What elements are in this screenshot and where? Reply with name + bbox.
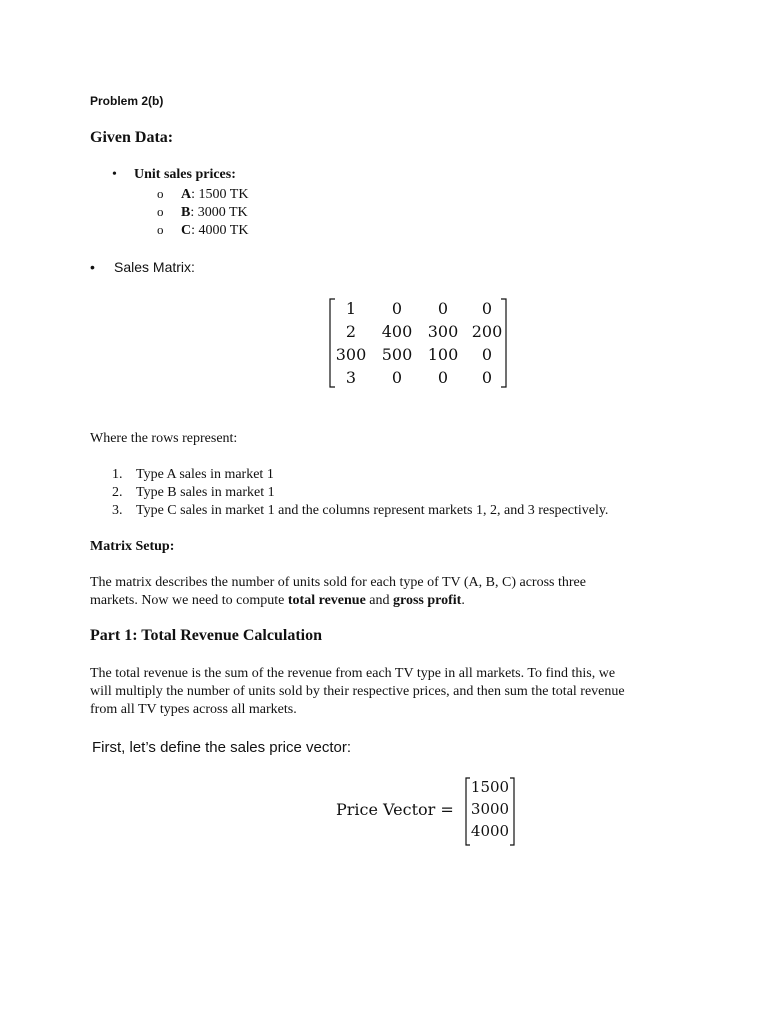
matrix-cell: 3	[345, 368, 357, 387]
matrix-cell: 0	[437, 299, 449, 318]
matrix-cell: 0	[481, 345, 493, 364]
matrix-setup-line: The matrix describes the number of units sold for each type of TV (A, B, C) across three	[90, 575, 586, 590]
price-key: C	[181, 223, 192, 238]
part1-heading: Part 1: Total Revenue Calculation	[90, 627, 322, 644]
matrix-cell: 300	[335, 345, 367, 364]
unit-prices-bullet	[112, 167, 236, 183]
text-span: and	[365, 593, 393, 608]
part1-line: from all TV types across all markets.	[90, 702, 297, 717]
matrix-setup-line	[90, 592, 680, 610]
part1-line: will multiply the number of units sold by their respective prices, and then sum the total revenue	[90, 684, 625, 699]
text-span: .	[461, 593, 465, 608]
price-key: A	[181, 187, 192, 202]
matrix-setup-heading: Matrix Setup:	[90, 539, 175, 554]
list-item	[112, 466, 274, 484]
problem-title: Problem 2(b)	[90, 94, 164, 108]
list-number: 3.	[112, 503, 123, 518]
sub-bullet-icon: o	[157, 204, 164, 219]
matrix-cell: 0	[391, 368, 403, 387]
price-item-b	[157, 203, 248, 222]
bullet-icon: •	[90, 259, 95, 275]
matrix-cell: 400	[381, 322, 413, 341]
text-span: markets. Now we need to compute	[90, 593, 288, 608]
price-item-a	[157, 185, 248, 204]
price-vector-cell: 4000	[470, 822, 510, 840]
part1-line: The total revenue is the sum of the revenue from each TV type in all markets. To find this, we	[90, 666, 616, 681]
matrix-setup-paragraph	[90, 574, 680, 610]
unit-prices-label: Unit sales prices:	[134, 167, 236, 182]
list-text: Type B sales in market 1	[136, 485, 275, 500]
gross-profit-term: gross profit	[393, 593, 462, 608]
sub-bullet-icon: o	[157, 186, 164, 201]
price-value: : 1500 TK	[191, 187, 249, 202]
define-price-vector-text: First, let’s define the sales price vector:	[92, 739, 351, 756]
list-text: Type C sales in market 1 and the columns represent markets 1, 2, and 3 respectively.	[136, 503, 609, 518]
price-vector-cell: 3000	[470, 800, 510, 818]
price-key: B	[181, 205, 191, 220]
matrix-cell: 300	[427, 322, 459, 341]
matrix-cell: 0	[391, 299, 403, 318]
part1-paragraph	[90, 665, 680, 719]
list-item	[112, 502, 608, 520]
sales-matrix	[327, 297, 509, 389]
matrix-cell: 0	[481, 368, 493, 387]
list-number: 1.	[112, 467, 123, 482]
matrix-cell: 500	[381, 345, 413, 364]
price-value: : 4000 TK	[191, 223, 249, 238]
sub-bullet-icon: o	[157, 222, 164, 237]
bullet-icon: •	[112, 167, 117, 182]
total-revenue-term: total revenue	[287, 593, 366, 608]
matrix-cell: 100	[427, 345, 459, 364]
matrix-cell: 200	[471, 322, 503, 341]
price-vector-matrix	[463, 777, 517, 847]
given-data-heading: Given Data:	[90, 129, 174, 146]
sales-matrix-bullet	[90, 259, 195, 275]
list-number: 2.	[112, 485, 123, 500]
list-item	[112, 484, 275, 502]
price-vector-label: Price Vector =	[336, 800, 454, 819]
matrix-cell: 1	[345, 299, 357, 318]
list-text: Type A sales in market 1	[136, 467, 274, 482]
price-item-c	[157, 221, 248, 240]
rows-represent-text: Where the rows represent:	[90, 431, 238, 446]
price-vector-cell: 1500	[470, 778, 510, 796]
matrix-cell: 2	[345, 322, 357, 341]
price-value: : 3000 TK	[190, 205, 248, 220]
sales-matrix-label: Sales Matrix:	[114, 259, 195, 275]
matrix-cell: 0	[481, 299, 493, 318]
matrix-cell: 0	[437, 368, 449, 387]
